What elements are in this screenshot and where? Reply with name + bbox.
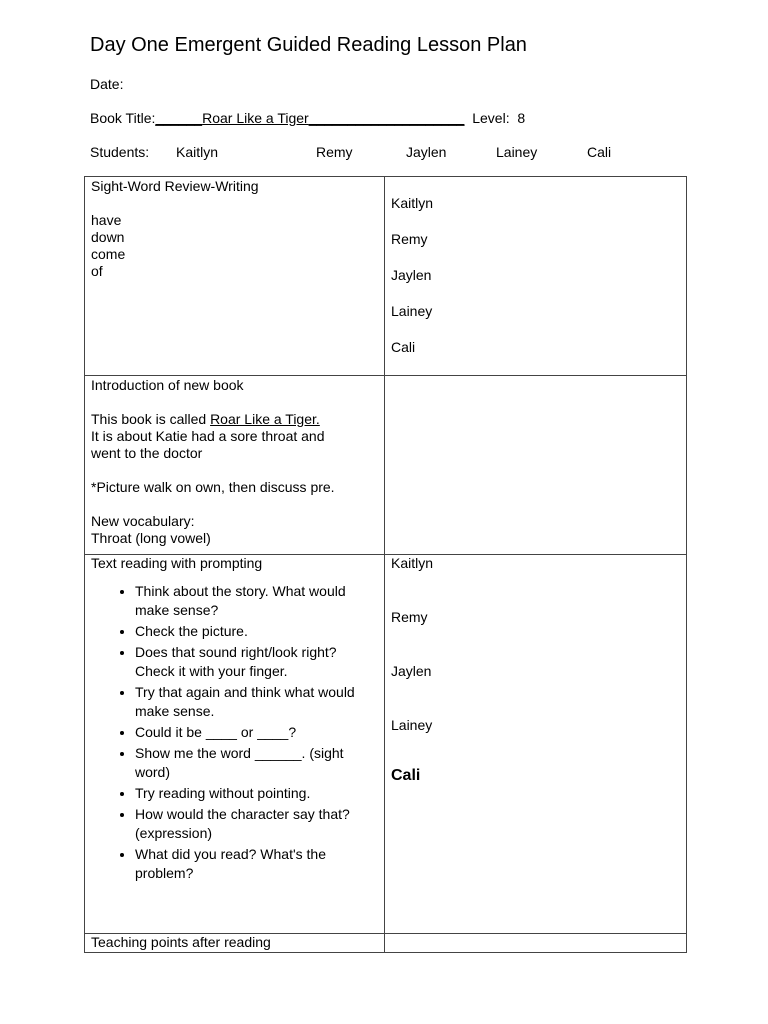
teaching-points-notes-cell <box>385 934 687 953</box>
student-name: Kaitlyn <box>391 555 434 571</box>
student-name: Lainey <box>391 303 433 319</box>
introduction-notes-cell <box>385 376 687 555</box>
student-name: Lainey <box>391 717 433 733</box>
prompt-item: • What did you read? What's the problem? <box>135 845 378 883</box>
sight-word-heading: Sight-Word Review-Writing <box>91 178 259 194</box>
teaching-points-cell <box>85 934 385 953</box>
prompt-item: • Try reading without pointing. <box>135 784 378 803</box>
sight-word-row <box>85 177 687 376</box>
about-text: went to the doctor <box>91 445 203 461</box>
book-title-prefix: ______ <box>155 110 203 126</box>
book-title-suffix: ____________________ <box>308 110 465 126</box>
vocabulary-word: Throat (long vowel) <box>91 530 211 546</box>
student-name: Remy <box>391 231 428 247</box>
sight-word-cell <box>85 177 385 376</box>
student-name: Cali <box>587 144 612 160</box>
sight-word: come <box>91 246 126 262</box>
text-reading-names-cell <box>385 555 687 934</box>
date-label: Date: <box>90 76 124 92</box>
student-name: Cali <box>391 339 416 355</box>
prompt-item: • Try that again and think what would make sense. <box>135 683 378 721</box>
level-label: Level: <box>472 110 510 126</box>
prompt-item: • Show me the word ______. (sight word) <box>135 744 378 782</box>
student-name: Kaitlyn <box>391 195 434 211</box>
teaching-points-heading: Teaching points after reading <box>91 934 271 950</box>
sight-word: have <box>91 212 122 228</box>
student-name: Lainey <box>496 144 538 160</box>
students-label: Students: <box>90 144 150 160</box>
introduction-row <box>85 376 687 555</box>
sight-word: of <box>91 263 103 279</box>
page-title: Day One Emergent Guided Reading Lesson Plan <box>90 34 527 56</box>
student-name: Jaylen <box>406 144 447 160</box>
lesson-plan-table <box>84 176 687 953</box>
student-name: Kaitlyn <box>176 144 219 160</box>
sight-word-names-cell <box>385 177 687 376</box>
prompt-item: • Think about the story. What would make sense? <box>135 582 378 620</box>
book-title: Roar Like a Tiger <box>202 110 309 126</box>
student-name: Remy <box>316 144 353 160</box>
vocabulary-label: New vocabulary: <box>91 513 195 529</box>
introduction-book-title: Roar Like a Tiger. <box>210 411 320 427</box>
prompt-item: • Check the picture. <box>135 622 378 641</box>
student-name: Cali <box>391 767 421 784</box>
introduction-text: This book is called Roar Like a Tiger. <box>91 411 320 427</box>
sight-word: down <box>91 229 125 245</box>
text-reading-row <box>85 555 687 934</box>
book-title-line <box>90 110 525 126</box>
picture-walk-note: *Picture walk on own, then discuss pre. <box>91 479 335 495</box>
prompt-list <box>91 582 378 883</box>
student-name: Jaylen <box>391 267 432 283</box>
text-reading-heading: Text reading with prompting <box>91 555 263 571</box>
teaching-points-row <box>85 934 687 953</box>
prompt-item: • How would the character say that? (expression) <box>135 805 378 843</box>
introduction-heading: Introduction of new book <box>91 377 244 393</box>
book-title-label: Book Title: <box>90 110 156 126</box>
prompt-item: • Could it be ____ or ____? <box>135 723 378 742</box>
text-reading-cell <box>85 555 385 934</box>
student-name: Jaylen <box>391 663 432 679</box>
level-value: 8 <box>517 110 526 126</box>
student-name: Remy <box>391 609 428 625</box>
introduction-cell <box>85 376 385 555</box>
prompt-item: • Does that sound right/look right? Check it with your finger. <box>135 643 378 681</box>
about-text: It is about Katie had a sore throat and <box>91 428 325 444</box>
